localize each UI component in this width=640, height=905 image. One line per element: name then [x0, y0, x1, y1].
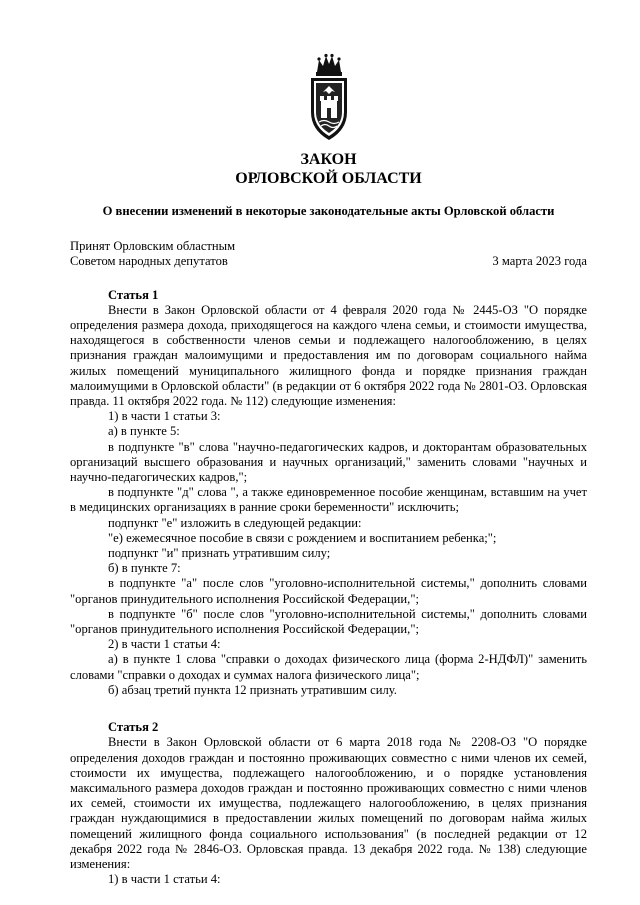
- article-paragraph: "е) ежемесячное пособие в связи с рождением и воспитанием ребенка;";: [108, 530, 497, 545]
- article-paragraph: подпункт "и" признать утратившим силу;: [108, 546, 331, 561]
- law-title: ЗАКОН: [300, 151, 357, 168]
- law-region-title: ОРЛОВСКОЙ ОБЛАСТИ: [235, 170, 422, 187]
- article-paragraph: в подпункте "а" после слов "уголовно-исполнительной системы," дополнить словами "органов принудительного исполнения Российской Федерации,";: [70, 576, 587, 606]
- adopted-by-line1: Принят Орловским областным: [70, 239, 236, 254]
- article-1-body: [70, 303, 587, 698]
- article-paragraph: 1) в части 1 статьи 4:: [108, 872, 221, 887]
- article-paragraph: а) в пункте 5:: [108, 424, 180, 439]
- article-paragraph: в подпункте "д" слова ", а также единовременное пособие женщинам, вставшим на учет в медицинских организациях в ранние сроки беременности" исключить;: [70, 485, 587, 515]
- article-1-title: Статья 1: [108, 287, 159, 302]
- law-subtitle: О внесении изменений в некоторые законодательные акты Орловской области: [102, 204, 555, 218]
- article-paragraph: 2) в части 1 статьи 4:: [108, 637, 221, 652]
- article-2-body: [70, 735, 587, 887]
- adoption-block: [70, 239, 587, 269]
- article-paragraph: б) абзац третий пункта 12 признать утратившим силу.: [108, 682, 397, 697]
- article-paragraph: в подпункте "в" слова "научно-педагогических кадров, и докторантам образовательных организаций высшего образования и научных организаций," заменить словами "научных и научно-педагогических кадров,";: [70, 439, 587, 485]
- article-paragraph: 1) в части 1 статьи 3:: [108, 409, 221, 424]
- article-paragraph: б) в пункте 7:: [108, 561, 181, 576]
- article-paragraph: подпункт "е" изложить в следующей редакции:: [108, 515, 362, 530]
- article-paragraph: в подпункте "б" после слов "уголовно-исполнительной системы," дополнить словами "органов принудительного исполнения Российской Федерации,";: [70, 606, 587, 637]
- law-document: [70, 52, 587, 887]
- adoption-date: 3 марта 2023 года: [492, 254, 587, 269]
- article-paragraph: Внести в Закон Орловской области от 4 февраля 2020 года № 2445-ОЗ "О порядке определения размера дохода, приходящегося на каждого члена семьи, и стоимости имущества, находящегося в собственности членов семьи и подлежащего налогообложению, в целях признания граждан малоимущими и предоставления им по договорам социального найма жилых помещений муниципального жилищного фонда и порядке признания граждан малоимущими в Орловской области" (в редакции от 6 октября 2022 года № 2801-ОЗ. Орловская правда. 11 октября 2022 года. № 112) следующие изменения:: [70, 302, 587, 409]
- article-2-title: Статья 2: [108, 720, 159, 735]
- article-paragraph: а) в пункте 1 слова "справки о доходах физического лица (форма 2-НДФЛ)" заменить словами "справки о доходах и суммах налога физического лица";: [70, 652, 587, 682]
- coat-of-arms-icon: [307, 52, 351, 144]
- article-paragraph: Внести в Закон Орловской области от 6 марта 2018 года № 2208-ОЗ "О порядке определения доходов граждан и постоянно проживающих совместно с ними членов их семей, стоимости их имущества, подлежащего налогообложению, и о порядке установления максимального размера доходов граждан и постоянно проживающих совместно с ними членов их семей, стоимости их имущества, подлежащего налогообложению, в целях признания граждан нуждающимися в предоставлении жилых помещений по договорам найма жилых помещений жилищного фонда социального использования" (в последней редакции от 12 декабря 2022 года № 2846-ОЗ. Орловская правда. 13 декабря 2022 года. № 138) следующие изменения:: [70, 735, 587, 871]
- adopted-by-line2: Советом народных депутатов: [70, 254, 228, 269]
